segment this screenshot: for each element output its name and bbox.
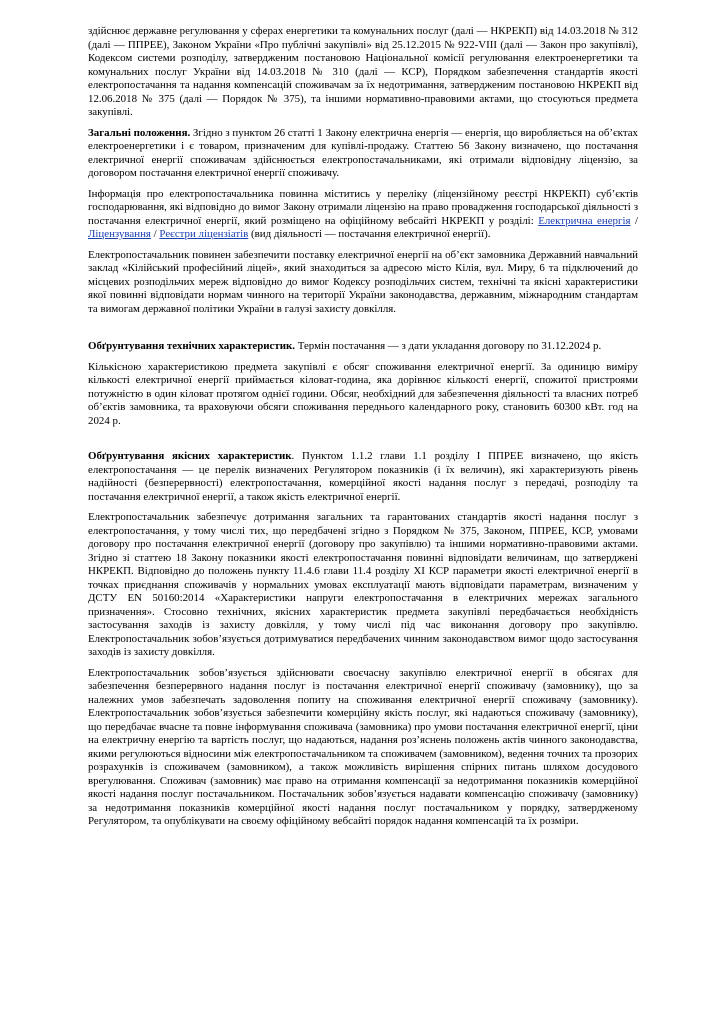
- paragraph-supplier-obligations: Електропостачальник зобов’язується здійснювати своєчасну закупівлю електричної енергії в обсягах для забезпечення безперервного надання послуг із постачання електричної енергії споживачу (замовнику), що за належних умов забезпечать задоволення попиту на споживання електричної енергії споживачу (замовнику). Електропостачальник зобов’язується забезпечити комерційну якість послуг, які надаються споживачу (замовнику), що передбачає вчасне та повне інформування споживача (замовника) про умови постачання електричної енергії, ціни на електричну енергію та вартість послуг, що надаються, надання роз’яснень положень актів чинного законодавства, якими регулюються відносини між електропостачальником та споживачем (замовником), ведення точних та прозорих розрахунків із споживачем (замовником), а також можливість вирішення спірних питань шляхом досудового врегулювання. Споживач (замовник) має право на отримання компенсації за недотримання показників комерційної якості надання послуг постачальником. Постачальник зобов’язується надавати компенсацію споживачу (замовнику) за недотримання показників комерційної якості надання послуг постачальником у порядку, затвердженому Регулятором, та опублікувати на своєму офіційному вебсайті порядок надання компенсацій та їх розміри.: [88, 666, 638, 827]
- link-separator: /: [630, 214, 638, 227]
- paragraph-technical-justification: [88, 340, 638, 354]
- link-licensing[interactable]: Ліцензування: [88, 228, 151, 240]
- link-license-registries[interactable]: Реєстри ліцензіатів: [159, 228, 249, 240]
- paragraph-supply-object: Електропостачальник повинен забезпечити поставку електричної енергії на об’єкт замовника Державний навчальний заклад «Кілійський професійний ліцей», який знаходиться за адресою місто Кілія, вул. Миру, 6 та підключений до місцевих розподільчих мереж відповідно до вимог Кодексу розподільчих систем, технічні та якісні характеристики якої повинні відповідати нормам чинного на території України законодавства, державним, міжнародним стандартам та вимогам державної політики України в галузі захисту довкілля.: [88, 248, 638, 315]
- heading-general-provisions: Загальні положення.: [88, 126, 191, 139]
- paragraph-regulation: здійснює державне регулювання у сферах енергетики та комунальних послуг (далі — НКРЕКП) від 14.03.2018 № 312 (далі — ППРЕЕ), Законом України «Про публічні закупівлі» від 25.12.2015 № 922-VIII (далі — Закон про закупівлі), Кодексом системи розподілу, затвердженим постановою Національної комісії регулювання електроенергетики та комунальних послуг України від 14.03.2018 № 310 (далі — КСР), Порядком забезпечення стандартів якості електропостачання та надання компенсацій споживачам за їх недотримання, затвердженим постановою НКРЕКП від 12.06.2018 № 375 (далі — Порядок № 375), та іншими нормативно-правовими актами, що стосуються предмета закупівлі.: [88, 25, 638, 118]
- text-general-provisions: Згідно з пунктом 26 статті 1 Закону електрична енергія — енергія, що виробляється на об’єктах електроенергетики і є товаром, призначеним для купівлі-продажу. Статтею 56 Закону визначено, що постачання електричної енергії споживачам здійснюється електропостачальниками, які отримали відповідну ліцензію, за договором постачання електричної енергії споживачу.: [88, 126, 638, 179]
- heading-technical-justification: Обґрунтування технічних характеристик.: [88, 340, 295, 352]
- paragraph-quality-justification: [88, 450, 638, 504]
- link-separator: /: [150, 228, 160, 240]
- document-page: [88, 25, 638, 836]
- text-activity-type: (вид діяльності — постачання електричної енергії).: [248, 228, 491, 240]
- paragraph-quantity: Кількісною характеристикою предмета закупівлі є обсяг споживання електричної енергії. За одиницю виміру кількості електричної енергії приймається кіловат-година, яка дорівнює кількості енергії, спожитої пристроями потужністю в один кіловат протягом однієї години. Обсяг, необхідний для забезпечення діяльності та власних потреб об’єктів замовника, та враховуючи обсяги споживання переднього календарного року, становить 60300 кВт. год на 2024 р.: [88, 360, 638, 427]
- link-electric-energy[interactable]: Електрична енергія: [538, 214, 631, 227]
- paragraph-quality-standards: Електропостачальник забезпечує дотримання загальних та гарантованих стандартів якості надання послуг з електропостачання, у тому числі тих, що передбачені згідно з Порядком № 375, Законом, ППРЕЕ, КСР, умовами договору про постачання електричної енергії (договору про закупівлю) та іншими нормативно-правовими актами. Згідно зі статтею 18 Закону показники якості електропостачання повинні відповідати величинам, що затверджені НКРЕКП. Відповідно до положень пункту 11.4.6 глави 11.4 розділу XI КСР параметри якості електричної енергії в точках приєднання споживачів у нормальних умовах експлуатації мають відповідати параметрам, визначеним у ДСТУ EN 50160:2014 «Характеристики напруги електропостачання в електричних мережах загального призначення». Стосовно технічних, якісних характеристик предмета закупівлі передбачається необхідність застосування заходів із захисту довкілля, у тому числі під час виконання договору про закупівлю. Електропостачальник зобов’язується дотримуватися передбачених чинним законодавством вимог щодо застосування заходів із захисту довкілля.: [88, 511, 638, 658]
- text-registry-info: Інформація про електропостачальника повинна міститись у переліку (ліцензійному реєстрі НКРЕКП) суб’єктів господарювання, які відповідно до вимог Закону отримали ліцензію на право провадження господарської діяльності з постачання електричної енергії, який розміщено на офіційному вебсайті НКРЕКП у розділі:: [88, 187, 638, 227]
- paragraph-general-provisions: [88, 127, 638, 181]
- text-quality-justification: . Пунктом 1.1.2 глави 1.1 розділу І ППРЕЕ визначено, що якість електропостачання — це перелік визначених Регулятором показників (і їх величин), які характеризують рівень надійності (безперервності) електропостачання, комерційної якості надання послуг з передачі, розподілу та постачання електричної енергії, а також якість електричної енергії.: [88, 450, 638, 503]
- text-supply-term: Термін постачання — з дати укладання договору по 31.12.2024 р.: [295, 340, 602, 352]
- paragraph-registry-info: [88, 188, 638, 242]
- heading-quality-justification: Обґрунтування якісних характеристик: [88, 450, 292, 462]
